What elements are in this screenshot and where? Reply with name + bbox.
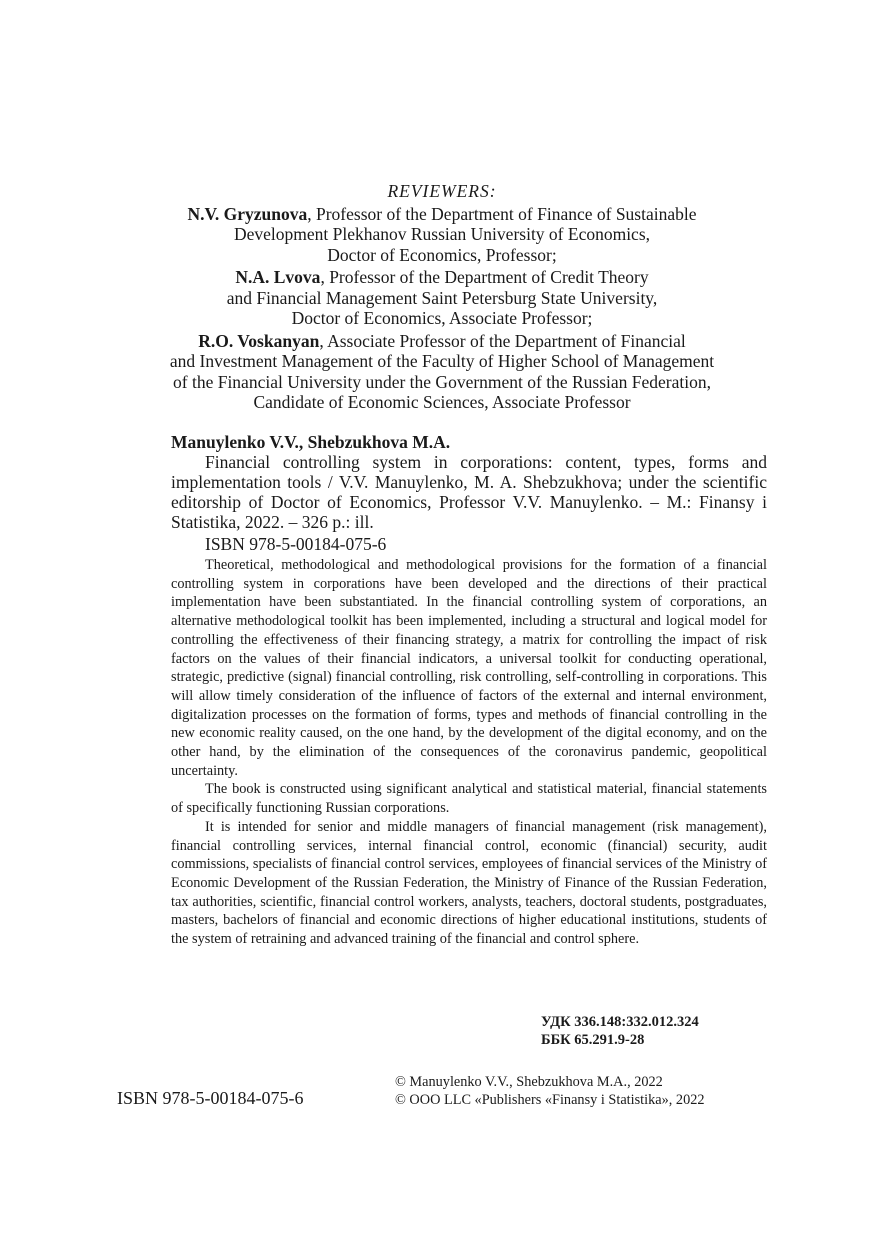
isbn-footer: ISBN 978-5-00184-075-6 (117, 1088, 304, 1108)
udk-code: УДК 336.148:332.012.324 (541, 1014, 699, 1030)
reviewer-2-line-1 (110, 267, 774, 288)
bbk-code: ББК 65.291.9-28 (541, 1032, 645, 1048)
reviewer-3-name: R.O. Voskanyan (198, 330, 320, 351)
copyright-line-1: © Manuylenko V.V., Shebzukhova M.A., 2022 (395, 1074, 663, 1090)
abstract-paragraph-1: Theoretical, methodological and methodological provisions for the formation of a financial controlling system in corporations have been developed and the directions of their practical implementation have been substantiated. In the financial controlling system of corporations, an alternative methodological toolkit has been implemented, including a structural and logical model for controlling the effectiveness of their financing strategy, a matrix for controlling the impact of risk factors on the values of their financial indicators, a universal toolkit for conducting operational, strategic, predictive (signal) financial controlling, risk controlling, self-controlling in corporations. This will allow timely consideration of the influence of factors of the external and internal environment, digitalization processes on the formation of forms, types and methods of financial controlling in the new economic reality caused, on the one hand, by the development of the digital economy, and on the other hand, by the elimination of the consequences of the coronavirus pandemic, geopolitical uncertainty. (171, 557, 767, 779)
book-authors: Manuylenko V.V., Shebzukhova M.A. (171, 432, 451, 452)
reviewer-2 (110, 267, 774, 329)
classification-codes (541, 1013, 699, 1049)
reviewer-3 (110, 331, 774, 413)
reviewer-1-line-1 (110, 204, 774, 225)
reviewer-1-name: N.V. Gryzunova (187, 203, 308, 224)
copyright-block (395, 1073, 705, 1109)
reviewers-section (110, 181, 774, 413)
reviewer-3-line-4: Candidate of Economic Sciences, Associate Professor (253, 392, 631, 412)
reviewer-2-name: N.A. Lvova (235, 267, 321, 287)
abstract-paragraph-2: The book is constructed using significant analytical and statistical material, financial statements of specifically functioning Russian corporations. (171, 781, 767, 817)
reviewer-3-line-1-text: , Associate Professor of the Department of Financial (319, 330, 686, 351)
reviewers-heading: REVIEWERS: (387, 181, 497, 201)
reviewer-3-line-2: and Investment Management of the Faculty of Higher School of Management (169, 351, 715, 371)
reviewer-1 (110, 204, 774, 266)
reviewer-3-line-1 (110, 331, 774, 352)
reviewer-1-line-3: Doctor of Economics, Professor; (327, 244, 557, 265)
abstract-paragraph-3: It is intended for senior and middle managers of financial management (risk management), financial controlling services, internal financial control, economic (financial) security, audit commissions, specialists of financial control services, employees of financial services of the Ministry of Economic Development of the Russian Federation, the Ministry of Finance of the Russian Federation, tax authorities, scientific, financial control workers, analysts, teachers, doctoral students, postgraduates, masters, bachelors of financial and economic directions of higher educational institutions, students of the system of retraining and advanced training of the financial and control sphere. (171, 818, 767, 948)
bibliographic-record (171, 432, 767, 554)
reviewer-3-line-3: of the Financial University under the Government of the Russian Federation, (173, 371, 711, 392)
copyright-line-2: © ООО LLC «Publishers «Finansy i Statistika», 2022 (395, 1092, 705, 1108)
reviewer-2-line-3: Doctor of Economics, Associate Professor; (291, 308, 593, 328)
reviewer-1-line-2: Development Plekhanov Russian University of Economics, (233, 224, 651, 244)
reviewer-2-line-2: and Financial Management Saint Petersburg State University, (226, 287, 658, 308)
book-reference: Financial controlling system in corporations: content, types, forms and implementation tools / V.V. Manuylenko, M. A. Shebzukhova; under the scientific editorship of Doctor of Economics, Professor V.V. Manuylenko. – M.: Finansy i Statistika, 2022. – 326 p.: ill. (171, 452, 767, 532)
reviewer-2-line-1-text: , Professor of the Department of Credit Theory (320, 267, 649, 287)
reviewer-1-line-1-text: , Professor of the Department of Finance of Sustainable (307, 203, 697, 224)
book-isbn: ISBN 978-5-00184-075-6 (205, 534, 387, 554)
book-abstract (171, 556, 767, 949)
